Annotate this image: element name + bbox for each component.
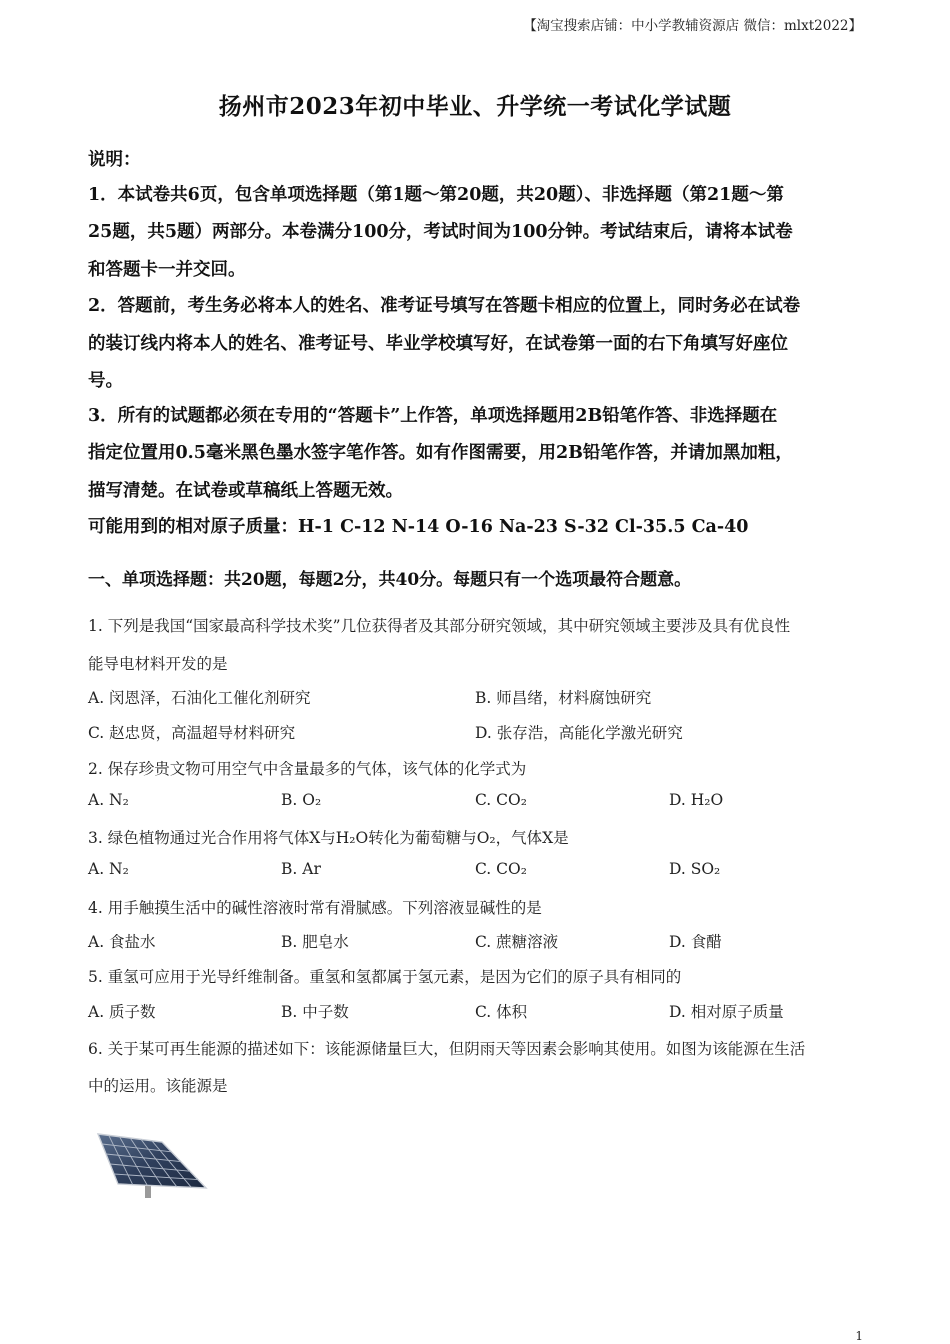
question-1-option-d: D. 张存浩，高能化学激光研究 <box>475 724 683 742</box>
question-4-option-b: B. 肥皂水 <box>281 933 349 951</box>
instruction-line: 指定位置用0.5毫米黑色墨水签字笔作答。如有作图需要，用2B铅笔作答，并请加黑加粗， <box>88 443 793 463</box>
question-4-stem: 4. 用手触摸生活中的碱性溶液时常有滑腻感。下列溶液显碱性的是 <box>88 899 542 917</box>
page-number: 1 <box>855 1329 863 1343</box>
question-4-option-c: C. 蔗糖溶液 <box>475 933 559 951</box>
question-5-option-a: A. 质子数 <box>88 1003 156 1021</box>
question-2-option-b: B. O₂ <box>281 791 322 809</box>
question-4-option-d: D. 食醋 <box>669 933 722 951</box>
atomic-masses: 可能用到的相对原子质量：H-1 C-12 N-14 O-16 Na-23 S-32 Cl-35.5 Ca-40 <box>88 517 749 537</box>
page-title: 扬州市2023年初中毕业、升学统一考试化学试题 <box>218 93 732 120</box>
question-1-option-c: C. 赵忠贤，高温超导材料研究 <box>88 724 296 742</box>
question-1-stem: 能导电材料开发的是 <box>88 655 228 673</box>
question-3-option-b: B. Ar <box>281 860 321 878</box>
question-6-stem: 6. 关于某可再生能源的描述如下：该能源储量巨大，但阴雨天等因素会影响其使用。如图为该能源在生活 <box>88 1040 806 1058</box>
instruction-line: 描写清楚。在试卷或草稿纸上答题无效。 <box>88 481 403 501</box>
question-1-option-a: A. 闵恩泽，石油化工催化剂研究 <box>88 689 311 707</box>
question-3-option-d: D. SO₂ <box>669 860 721 878</box>
question-2-option-c: C. CO₂ <box>475 791 527 809</box>
section-heading: 一、单项选择题：共20题，每题2分，共40分。每题只有一个选项最符合题意。 <box>88 570 692 590</box>
question-2-stem: 2. 保存珍贵文物可用空气中含量最多的气体，该气体的化学式为 <box>88 760 527 778</box>
question-3-option-a: A. N₂ <box>88 860 129 878</box>
header-note: 【淘宝搜索店铺：中小学教辅资源店 微信：mlxt2022】 <box>523 18 862 34</box>
instruction-line: 25题，共5题）两部分。本卷满分100分，考试时间为100分钟。考试结束后，请将本试卷 <box>88 222 793 242</box>
question-5-option-b: B. 中子数 <box>281 1003 349 1021</box>
instruction-line: 2．答题前，考生务必将本人的姓名、准考证号填写在答题卡相应的位置上，同时务必在试卷 <box>88 296 801 316</box>
question-2-option-d: D. H₂O <box>669 791 724 809</box>
question-3-stem: 3. 绿色植物通过光合作用将气体X与H₂O转化为葡萄糖与O₂，气体X是 <box>88 829 569 847</box>
question-5-stem: 5. 重氢可应用于光导纤维制备。重氢和氢都属于氢元素，是因为它们的原子具有相同的 <box>88 968 682 986</box>
question-4-option-a: A. 食盐水 <box>88 933 156 951</box>
solar-panel-icon <box>96 1128 208 1200</box>
question-3-option-c: C. CO₂ <box>475 860 527 878</box>
question-5-option-c: C. 体积 <box>475 1003 528 1021</box>
instruction-line: 3．所有的试题都必须在专用的“答题卡”上作答，单项选择题用2B铅笔作答、非选择题在 <box>88 406 778 426</box>
question-6-stem: 中的运用。该能源是 <box>88 1077 228 1095</box>
instruction-line: 的装订线内将本人的姓名、准考证号、毕业学校填写好，在试卷第一面的右下角填写好座位 <box>88 334 788 354</box>
question-5-option-d: D. 相对原子质量 <box>669 1003 784 1021</box>
instructions-heading: 说明： <box>88 150 141 170</box>
instruction-line: 1．本试卷共6页，包含单项选择题（第1题～第20题，共20题）、非选择题（第21题～第 <box>88 185 784 205</box>
question-1-option-b: B. 师昌绪，材料腐蚀研究 <box>475 689 652 707</box>
instruction-line: 和答题卡一并交回。 <box>88 260 246 280</box>
question-1-stem: 1. 下列是我国“国家最高科学技术奖”几位获得者及其部分研究领域，其中研究领域主要涉及具有优良性 <box>88 617 791 635</box>
question-2-option-a: A. N₂ <box>88 791 129 809</box>
instruction-line: 号。 <box>88 371 123 391</box>
